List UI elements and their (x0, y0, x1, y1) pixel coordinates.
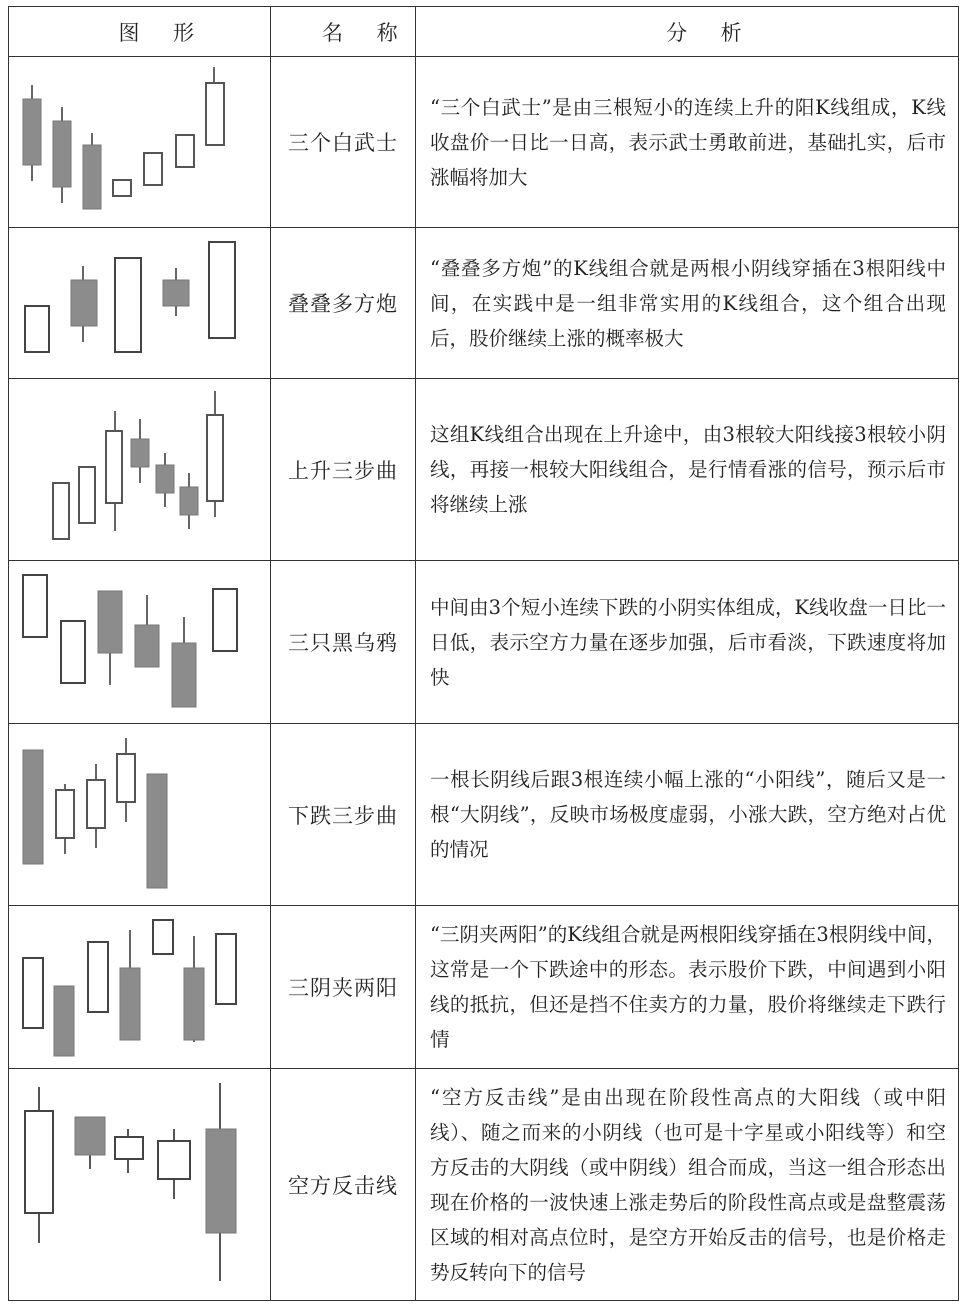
pattern-name: 三阴夹两阳 (271, 906, 416, 1069)
pattern-description: 中间由3个短小连续下跌的小阴实体组成，K线收盘一日比一日低，表示空方力量在逐步加强，后市看淡，下跌速度将加快 (416, 561, 959, 724)
pattern-figure (9, 724, 271, 906)
pattern-name: 空方反击线 (271, 1069, 416, 1301)
pattern-description: “三阴夹两阳”的K线组合就是两根阳线穿插在3根阴线中间，这常是一个下跌途中的形态。表示股价下跌，中间遇到小阳线的抵抗，但还是挡不住卖方的力量，股价将继续走下跌行情 (416, 906, 959, 1069)
bearish-counterattack-chart (9, 1069, 269, 1299)
pattern-figure (9, 906, 271, 1069)
pattern-name: 叠叠多方炮 (271, 228, 416, 379)
three-white-soldiers-chart (9, 57, 269, 225)
header-name: 名称 (271, 7, 416, 57)
table-row (9, 561, 959, 724)
candlestick-pattern-table (8, 6, 959, 1301)
pattern-description: 这组K线组合出现在上升途中，由3根较大阳线接3根较小阴线，再接一根较大阳线组合，是行情看涨的信号，预示后市将继续上涨 (416, 379, 959, 561)
table-row (9, 57, 959, 228)
table-row (9, 228, 959, 379)
header-row (9, 7, 959, 57)
pattern-name: 三个白武士 (271, 57, 416, 228)
pattern-figure (9, 228, 271, 379)
pattern-name: 三只黑乌鸦 (271, 561, 416, 724)
rising-three-methods-chart (9, 379, 269, 559)
header-figure: 图形 (9, 7, 271, 57)
pattern-description: “三个白武士”是由三根短小的连续上升的阳K线组成，K线收盘价一日比一日高，表示武士勇敢前进，基础扎实，后市涨幅将加大 (416, 57, 959, 228)
table-row (9, 724, 959, 906)
header-analysis: 分析 (416, 7, 959, 57)
pattern-figure (9, 379, 271, 561)
stacked-bullish-cannon-chart (9, 228, 269, 378)
pattern-name: 下跌三步曲 (271, 724, 416, 906)
pattern-figure (9, 57, 271, 228)
table-row (9, 906, 959, 1069)
table-row (9, 1069, 959, 1301)
pattern-figure (9, 561, 271, 724)
three-yin-two-yang-chart (9, 906, 269, 1068)
pattern-description: “空方反击线”是由出现在阶段性高点的大阳线（或中阳线）、随之而来的小阴线（也可是十字星或小阳线等）和空方反击的大阴线（或中阴线）组合而成，当这一组合形态出现在价格的一波快速上涨走势后的阶段性高点或是盘整震荡区域的相对高点位时，是空方开始反击的信号，也是价格走势反转向下的信号 (416, 1069, 959, 1301)
pattern-name: 上升三步曲 (271, 379, 416, 561)
falling-three-methods-chart (9, 724, 269, 904)
table-row (9, 379, 959, 561)
pattern-figure (9, 1069, 271, 1301)
pattern-description: “叠叠多方炮”的K线组合就是两根小阴线穿插在3根阳线中间，在实践中是一组非常实用的K线组合，这个组合出现后，股价继续上涨的概率极大 (416, 228, 959, 379)
pattern-description: 一根长阴线后跟3根连续小幅上涨的“小阳线”，随后又是一根“大阴线”，反映市场极度虚弱，小涨大跌，空方绝对占优的情况 (416, 724, 959, 906)
three-black-crows-chart (9, 561, 269, 723)
